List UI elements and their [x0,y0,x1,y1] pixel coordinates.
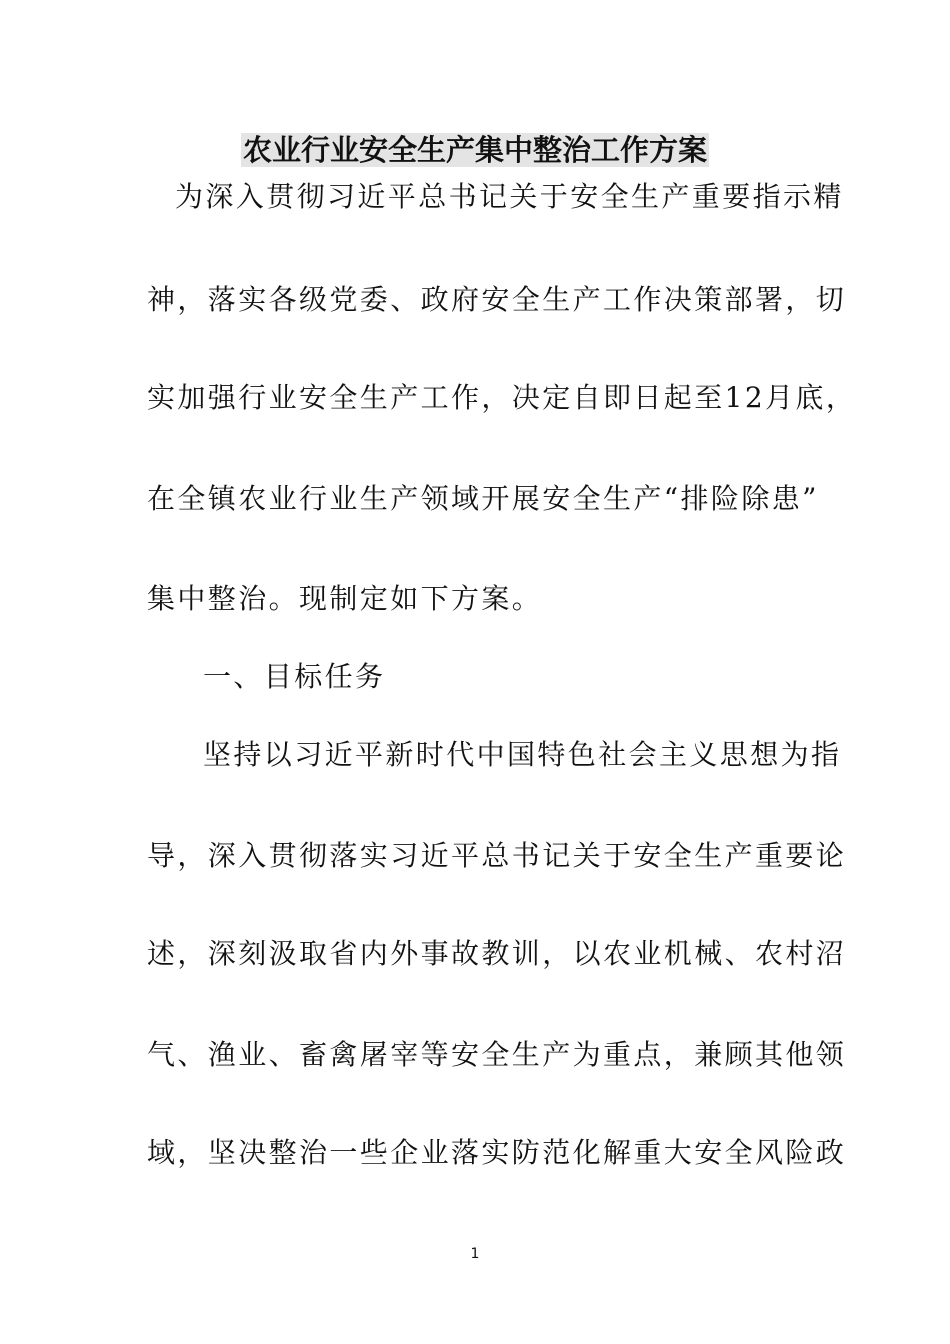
paragraph-line: 坚持以习近平新时代中国特色社会主义思想为指 [203,738,842,771]
paragraph-line: 神，落实各级党委、政府安全生产工作决策部署，切 [147,283,847,316]
paragraph-line: 集中整治。现制定如下方案。 [147,582,543,615]
paragraph-line: 导，深入贯彻落实习近平总书记关于安全生产重要论 [147,839,847,872]
paragraph-line: 域，坚决整治一些企业落实防范化解重大安全风险政 [147,1136,847,1169]
document-title-text: 农业行业安全生产集中整治工作方案 [242,133,707,167]
paragraph-line: 为深入贯彻习近平总书记关于安全生产重要指示精 [175,180,844,213]
paragraph-line: 实加强行业安全生产工作，决定自即日起至12月底， [147,381,857,414]
document-title [0,128,950,172]
paragraph-line: 气、渔业、畜禽屠宰等安全生产为重点，兼顾其他领 [147,1038,847,1071]
paragraph-line: 在全镇农业行业生产领域开展安全生产“排险除患” [147,482,819,515]
section-heading: 一、目标任务 [203,660,386,693]
page-number: 1 [470,1246,480,1262]
paragraph-line: 述，深刻汲取省内外事故教训，以农业机械、农村沼 [147,937,847,970]
